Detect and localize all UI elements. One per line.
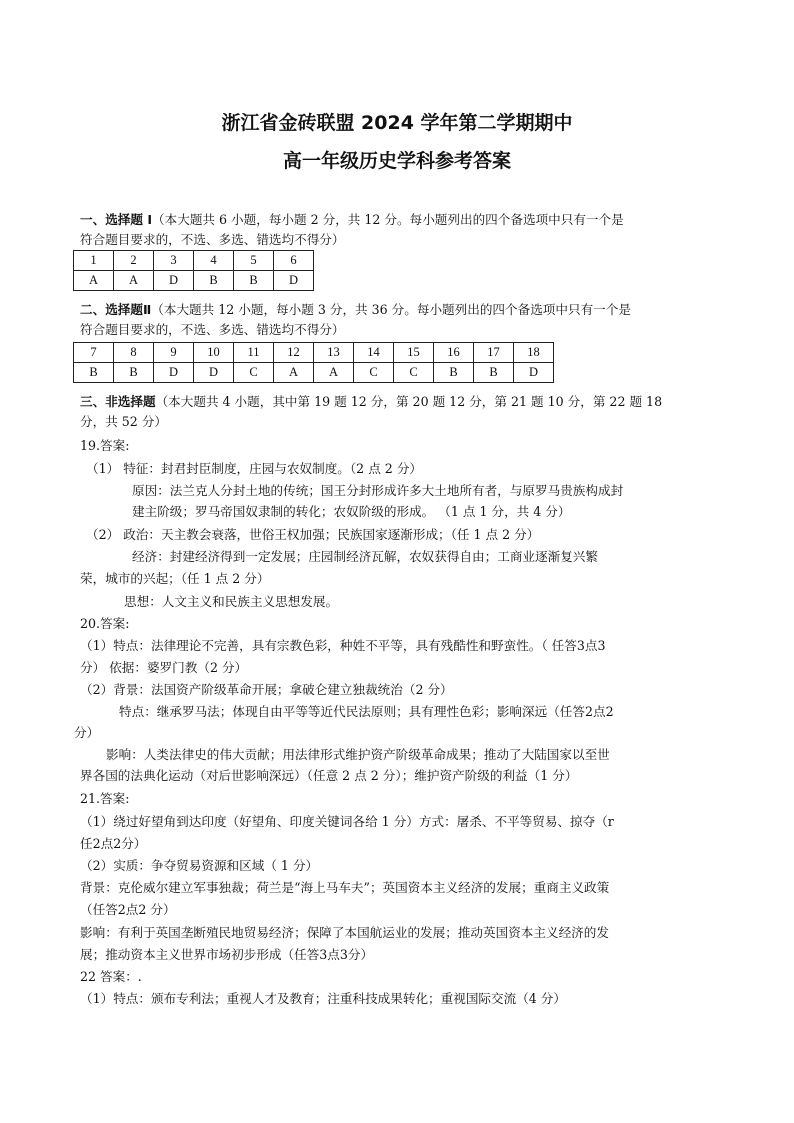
q-number: 8 [114,343,154,363]
sec1-header [80,211,624,228]
sec1-answer-table [73,250,314,291]
sec2-answer-table [73,342,554,383]
q21-line: 任2点2分） [80,836,147,851]
q19-line: 荣，城市的兴起；（任 1 点 2 分） [80,571,270,586]
q-answer: B [234,271,274,291]
q-answer: D [154,363,194,383]
q-answer: C [354,363,394,383]
q20-line: （1）特点：法律理论不完善，具有宗教色彩，种姓不平等，具有残酷性和野蛮性。（ 任答3点3 [80,638,606,653]
sec2-label: 二、选择题Ⅱ [80,302,152,317]
q-number: 4 [194,251,234,271]
q-number: 5 [234,251,274,271]
sec1-desc-b: 符合题目要求的，不选、多选、错选均不得分） [80,232,345,247]
q-answer: D [274,271,314,291]
q19-line: 建主阶级；罗马帝国奴隶制的转化；农奴阶级的形成。 （1 点 1 分，共 4 分） [132,504,571,519]
q21-line: （任答2点2 分） [80,902,176,917]
table-row-numbers [74,343,554,363]
q20-line: 影响：人类法律史的伟大贡献；用法律形式维护资产阶级革命成果；推动了大陆国家以至世 [106,747,610,762]
table-row-answers [74,363,554,383]
sec1-label: 一、选择题 Ⅰ [80,212,153,227]
q19-line: （2） 政治：天主教会衰落，世俗王权加强；民族国家逐渐形成；（任 1 点 2 分） [86,527,540,542]
q21-line: 背景：克伦威尔建立军事独裁；荷兰是“海上马车夫”；英国资本主义经济的发展；重商主义政策 [80,880,610,895]
q21-line: （1）绕过好望角到达印度（好望角、印度关键词各给 1 分）方式：屠杀、不平等贸易、掠夺（r [80,814,614,829]
sec3-desc-b: 分，共 52 分） [80,414,168,429]
q-number: 6 [274,251,314,271]
q19-line: 思想：人文主义和民族主义思想发展。 [124,594,339,609]
table-row-numbers [74,251,314,271]
sec2-desc-a: （本大题共 12 小题，每小题 3 分，共 36 分。每小题列出的四个备选项中只有一个是 [151,302,631,317]
q20-line: 界各国的法典化运动（对后世影响深远）（任意 2 点 2 分）；维护资产阶级的利益（1 分） [80,768,578,783]
q-answer: A [274,363,314,383]
sec1-desc-a: （本大题共 6 小题，每小题 2 分，共 12 分。每小题列出的四个备选项中只有一个是 [152,212,624,227]
q20-line: 特点：继承罗马法；体现自由平等等近代民法原则；具有理性色彩；影响深远（任答2点2 [119,704,614,719]
q-answer: D [194,363,234,383]
q-answer: D [154,271,194,291]
q21-line: 展；推动资本主义世界市场初步形成（任答3点3分） [80,947,374,962]
q21-heading: 21.答案: [80,791,130,806]
q-number: 9 [154,343,194,363]
q-number: 12 [274,343,314,363]
q-number: 3 [154,251,194,271]
q-answer: B [474,363,514,383]
q-answer: D [514,363,554,383]
q21-line: 影响：有利于英国垄断殖民地贸易经济；保障了本国航运业的发展；推动英国资本主义经济的发 [80,925,609,940]
q-number: 16 [434,343,474,363]
q20-line: （2）背景：法国资产阶级革命开展；拿破仑建立独裁统治（2 分） [80,682,453,697]
q19-line: 经济：封建经济得到一定发展；庄园制经济瓦解，农奴获得自由；工商业逐渐复兴繁 [132,549,598,564]
sec3-label: 三、非选择题 [80,394,156,409]
q19-line: （1） 特征：封君封臣制度，庄园与农奴制度。（2 点 2 分） [86,461,423,476]
q-number: 1 [74,251,114,271]
q-number: 18 [514,343,554,363]
doc-title: 浙江省金砖联盟 2024 学年第二学期期中 [221,112,573,134]
q-answer: C [394,363,434,383]
q-answer: A [74,271,114,291]
q-number: 10 [194,343,234,363]
q-answer: A [314,363,354,383]
q-number: 14 [354,343,394,363]
q20-heading: 20.答案: [80,616,130,631]
q22-line: （1）特点：颁布专利法；重视人才及教育；注重科技成果转化；重视国际交流（4 分） [80,991,566,1006]
sec3-header [80,393,662,410]
q20-line: 分） 依据：婆罗门教（2 分） [80,660,248,675]
q-number: 2 [114,251,154,271]
q-number: 13 [314,343,354,363]
q19-line: 原因：法兰克人分封土地的传统；国王分封形成许多大土地所有者，与原罗马贵族构成封 [132,483,624,498]
q-answer: B [114,363,154,383]
sec3-desc-a: （本大题共 4 小题，其中第 19 题 12 分，第 20 题 12 分，第 21 题 10 分，第 22 题 18 [155,394,663,409]
q-answer: B [194,271,234,291]
sec2-desc-b: 符合题目要求的，不选、多选、错选均不得分） [80,322,345,337]
q20-line: 分） [74,725,100,740]
q-number: 11 [234,343,274,363]
q19-heading: 19.答案: [80,438,130,453]
q-number: 15 [394,343,434,363]
q-number: 17 [474,343,514,363]
q-number: 7 [74,343,114,363]
sec2-header [80,301,631,318]
doc-subtitle: 高一年级历史学科参考答案 [282,150,511,172]
q-answer: B [74,363,114,383]
table-row-answers [74,271,314,291]
q-answer: C [234,363,274,383]
q-answer: B [434,363,474,383]
q-answer: A [114,271,154,291]
q22-heading: 22 答案：. [80,969,142,984]
q21-line: （2）实质：争夺贸易资源和区域（ 1 分） [80,858,319,873]
